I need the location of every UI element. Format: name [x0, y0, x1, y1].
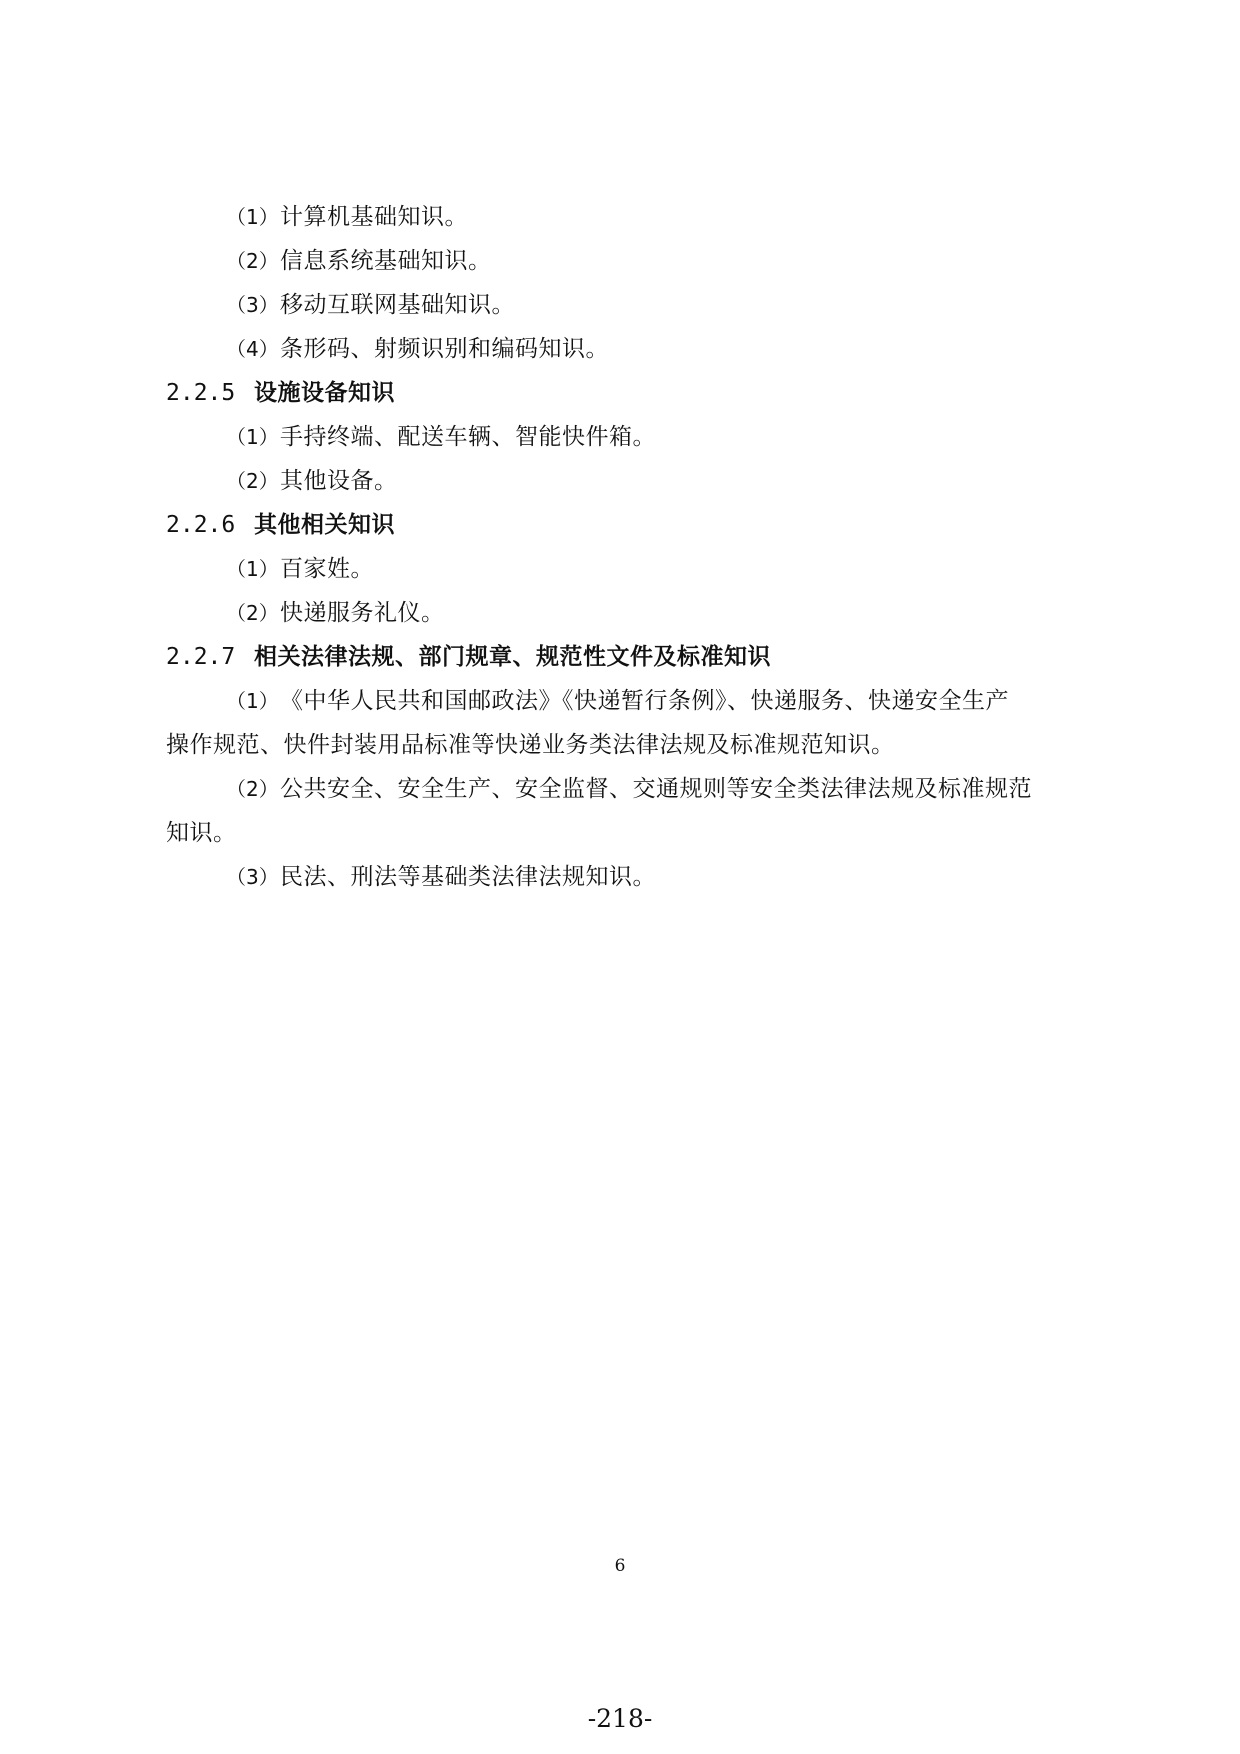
item-marker: （2）: [226, 601, 279, 625]
list-item: [226, 244, 492, 278]
list-item: [226, 200, 468, 234]
list-item: [226, 684, 1009, 718]
list-item: [226, 772, 1032, 806]
item-text: 《中华人民共和国邮政法》《快递暂行条例》、快递服务、快递安全生产: [280, 688, 1009, 714]
section-number: 2.2.5: [166, 380, 236, 406]
list-item: [226, 552, 374, 586]
list-item: [226, 860, 656, 894]
item-marker: （2）: [226, 777, 279, 801]
total-page-label: -218-: [587, 1704, 653, 1733]
section-heading-2-2-7: [166, 640, 771, 674]
item-marker: （3）: [226, 865, 279, 889]
item-text: 信息系统基础知识。: [280, 248, 492, 274]
item-marker: （1）: [226, 425, 279, 449]
section-heading-2-2-6: [166, 508, 395, 542]
section-title: 其他相关知识: [254, 512, 395, 538]
list-item: [226, 596, 445, 630]
section-number: 2.2.6: [166, 512, 236, 538]
item-text: 移动互联网基础知识。: [280, 292, 515, 318]
item-text: 百家姓。: [280, 556, 374, 582]
item-marker: （1）: [226, 689, 279, 713]
item-marker: （1）: [226, 205, 279, 229]
list-item: [226, 464, 398, 498]
page-number: 6: [614, 1556, 626, 1576]
list-item: [226, 332, 609, 366]
section-heading-2-2-5: [166, 376, 395, 410]
item-text: 手持终端、配送车辆、智能快件箱。: [280, 424, 656, 450]
item-text: 民法、刑法等基础类法律法规知识。: [280, 864, 656, 890]
item-marker: （2）: [226, 469, 279, 493]
list-item: [226, 420, 656, 454]
section-title: 设施设备知识: [254, 380, 395, 406]
item-text: 条形码、射频识别和编码知识。: [280, 336, 609, 362]
item-text: 快递服务礼仪。: [280, 600, 445, 626]
item-marker: （1）: [226, 557, 279, 581]
item-text: 公共安全、安全生产、安全监督、交通规则等安全类法律法规及标准规范: [280, 776, 1032, 802]
list-item: [226, 288, 515, 322]
item-marker: （4）: [226, 337, 279, 361]
item-text: 计算机基础知识。: [280, 204, 468, 230]
section-number: 2.2.7: [166, 644, 236, 670]
list-item-continuation: 操作规范、快件封装用品标准等快递业务类法律法规及标准规范知识。: [166, 732, 895, 758]
list-item-continuation: 知识。: [166, 820, 237, 846]
item-marker: （2）: [226, 249, 279, 273]
item-text: 其他设备。: [280, 468, 398, 494]
item-marker: （3）: [226, 293, 279, 317]
section-title: 相关法律法规、部门规章、规范性文件及标准知识: [254, 644, 771, 670]
